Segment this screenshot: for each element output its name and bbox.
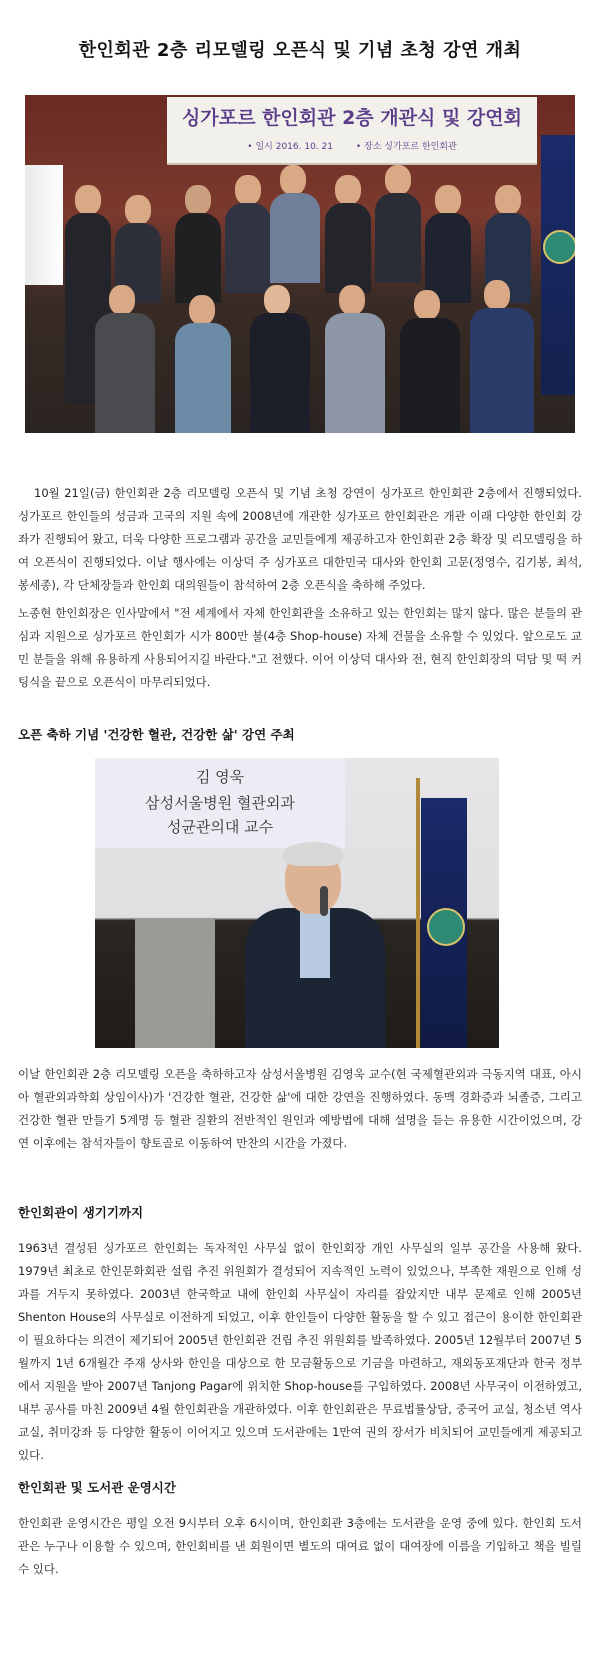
banner-place: • 장소 싱가포르 한인회관 (355, 142, 457, 152)
paragraph-hours: 한인회관 운영시간은 평일 오전 9시부터 오후 6시이며, 한인회관 3층에는 도서관을 운영 중에 있다. 한인회 도서관은 누구나 이용할 수 있으며, 한인회비를 낸 회원이면 별도의 대여료 없이 대여장에 이름을 기입하고 책을 빌릴 수 있다. (18, 1516, 582, 1576)
banner-details (167, 139, 537, 152)
section-heading-lecture: 오픈 축하 기념 '건강한 혈관, 건강한 삶' 강연 주최 (18, 727, 295, 742)
speaker-hospital: 삼성서울병원 혈관외과 (145, 794, 295, 812)
paragraph-event-intro: 10월 21일(금) 한인회관 2층 리모델링 오픈식 및 기념 초청 강연이 싱가포르 한인회관 2층에서 진행되었다. 싱가포르 한인들의 성금과 고국의 지원 속에 2008년에 개관한 싱가포르 한인회관은 개관 이래 다양한 한인회 강좌가 진행되어 왔고, 더욱 다양한 프로그램과 공간을 교민들에게 제공하고자 한인회관 2층 확장 및 리모델링을 하여 오픈식이 진행되었다. 이날 행사에는 이상덕 주 싱가포르 대한민국 대사와 한인회 고문(정영수, 김기봉, 최석, 봉세종), 각 단체장들과 한인회 대의원들이 참석하여 2층 오픈식을 축하해 주었다. (18, 486, 582, 592)
paragraph-history: 1963년 결성된 싱가포르 한인회는 독자적인 사무실 없이 한인회장 개인 사무실의 일부 공간을 사용해 왔다. 1979년 최초로 한인문화회관 설립 추진 위원회가 결성되어 지속적인 노력이 있었으나, 부족한 재원으로 인해 성과를 거두지 못하였다. 2003년 한국학교 내에 한인회 사무실이 자리를 잡았지만 내부 문제로 인해 2005년 Shenton House의 사무실로 이전하게 되었고, 이후 한인들이 다양한 활동을 할 수 있고 접근이 용이한 한인회관이 필요하다는 의견이 제기되어 2005년 한인회관 건립 추진 위원회를 발족하였다. 2005년 12월부터 2007년 5월까지 1년 6개월간 주재 상사와 한인을 대상으로 한 모금활동으로 기금을 마련하고, 재외동포재단과 한국 정부에서 지원을 받아 2007년 Tanjong Pagar에 위치한 Shop-house를 구입하였다. 2008년 사무국이 이전하였고, 내부 공사를 마친 2009년 4월 한인회관을 개관하였다. 이후 한인회관은 무료법률상담, 중국어 교실, 청소년 역사교실, 취미강좌 등 다양한 활동이 이어지고 있으며 도서관에는 1만여 권의 장서가 비치되어 교민들에게 제공되고 있다. (18, 1241, 582, 1462)
korean-flag-image (25, 165, 63, 285)
section-heading-hours: 한인회관 및 도서관 운영시간 (18, 1480, 176, 1495)
group-people-illustration (65, 155, 535, 433)
banner-title: 싱가포르 한인회관 2층 개관식 및 강연회 (182, 107, 522, 129)
flag-emblem-icon (427, 908, 465, 946)
paragraph-lecture: 이날 한인회관 2층 리모델링 오픈을 축하하고자 삼성서울병원 김영욱 교수(현 국제혈관외과 극동지역 대표, 아시아 혈관외과학회 상임이사)가 '건강한 혈관, 건강한 삶'에 대한 강연을 진행하였다. 동맥 경화증과 뇌졸증, 그리고 건강한 혈관 만들기 5계명 등 혈관 질환의 전반적인 원인과 예방법에 대해 설명을 듣는 유용한 시간이었으며, 강연 이후에는 참석자들이 향토골로 이동하여 만찬의 시간을 가졌다. (18, 1067, 582, 1150)
banner-date: • 일시 2016. 10. 21 (247, 142, 333, 152)
flag-emblem-icon (543, 230, 575, 264)
flag-pole (416, 778, 420, 1048)
speaker-name: 김 영욱 (195, 768, 245, 786)
paragraph-president-speech: 노종현 한인회장은 인사말에서 "전 세계에서 자체 한인회관을 소유하고 있는 한인회는 많지 않다. 많은 분들의 관심과 지원으로 싱가포르 한인회가 시가 800만 불(4층 Shop-house) 자체 건물을 소유할 수 있었다. 앞으로도 교민 분들을 위해 유용하게 사용되어지길 바란다."고 전했다. 이어 이상덕 대사와 전, 현직 한인회장의 덕담 및 떡 커팅식을 끝으로 오픈식이 마무리되었다. (18, 606, 582, 689)
article-title: 한인회관 2층 리모델링 오픈식 및 기념 초청 강연 개최 (78, 40, 522, 61)
speaker-hair (283, 842, 343, 866)
speaker-shirt (300, 908, 330, 978)
section-heading-history: 한인회관이 생기기까지 (18, 1205, 144, 1220)
speaker-university: 성균관의대 교수 (166, 818, 274, 836)
association-flag-image (421, 798, 467, 1048)
lecture-photo (95, 758, 499, 1048)
window-image (135, 918, 215, 1048)
microphone-icon (320, 886, 328, 916)
projection-screen (95, 758, 345, 848)
association-flag-image (541, 135, 575, 395)
group-photo (25, 95, 575, 433)
